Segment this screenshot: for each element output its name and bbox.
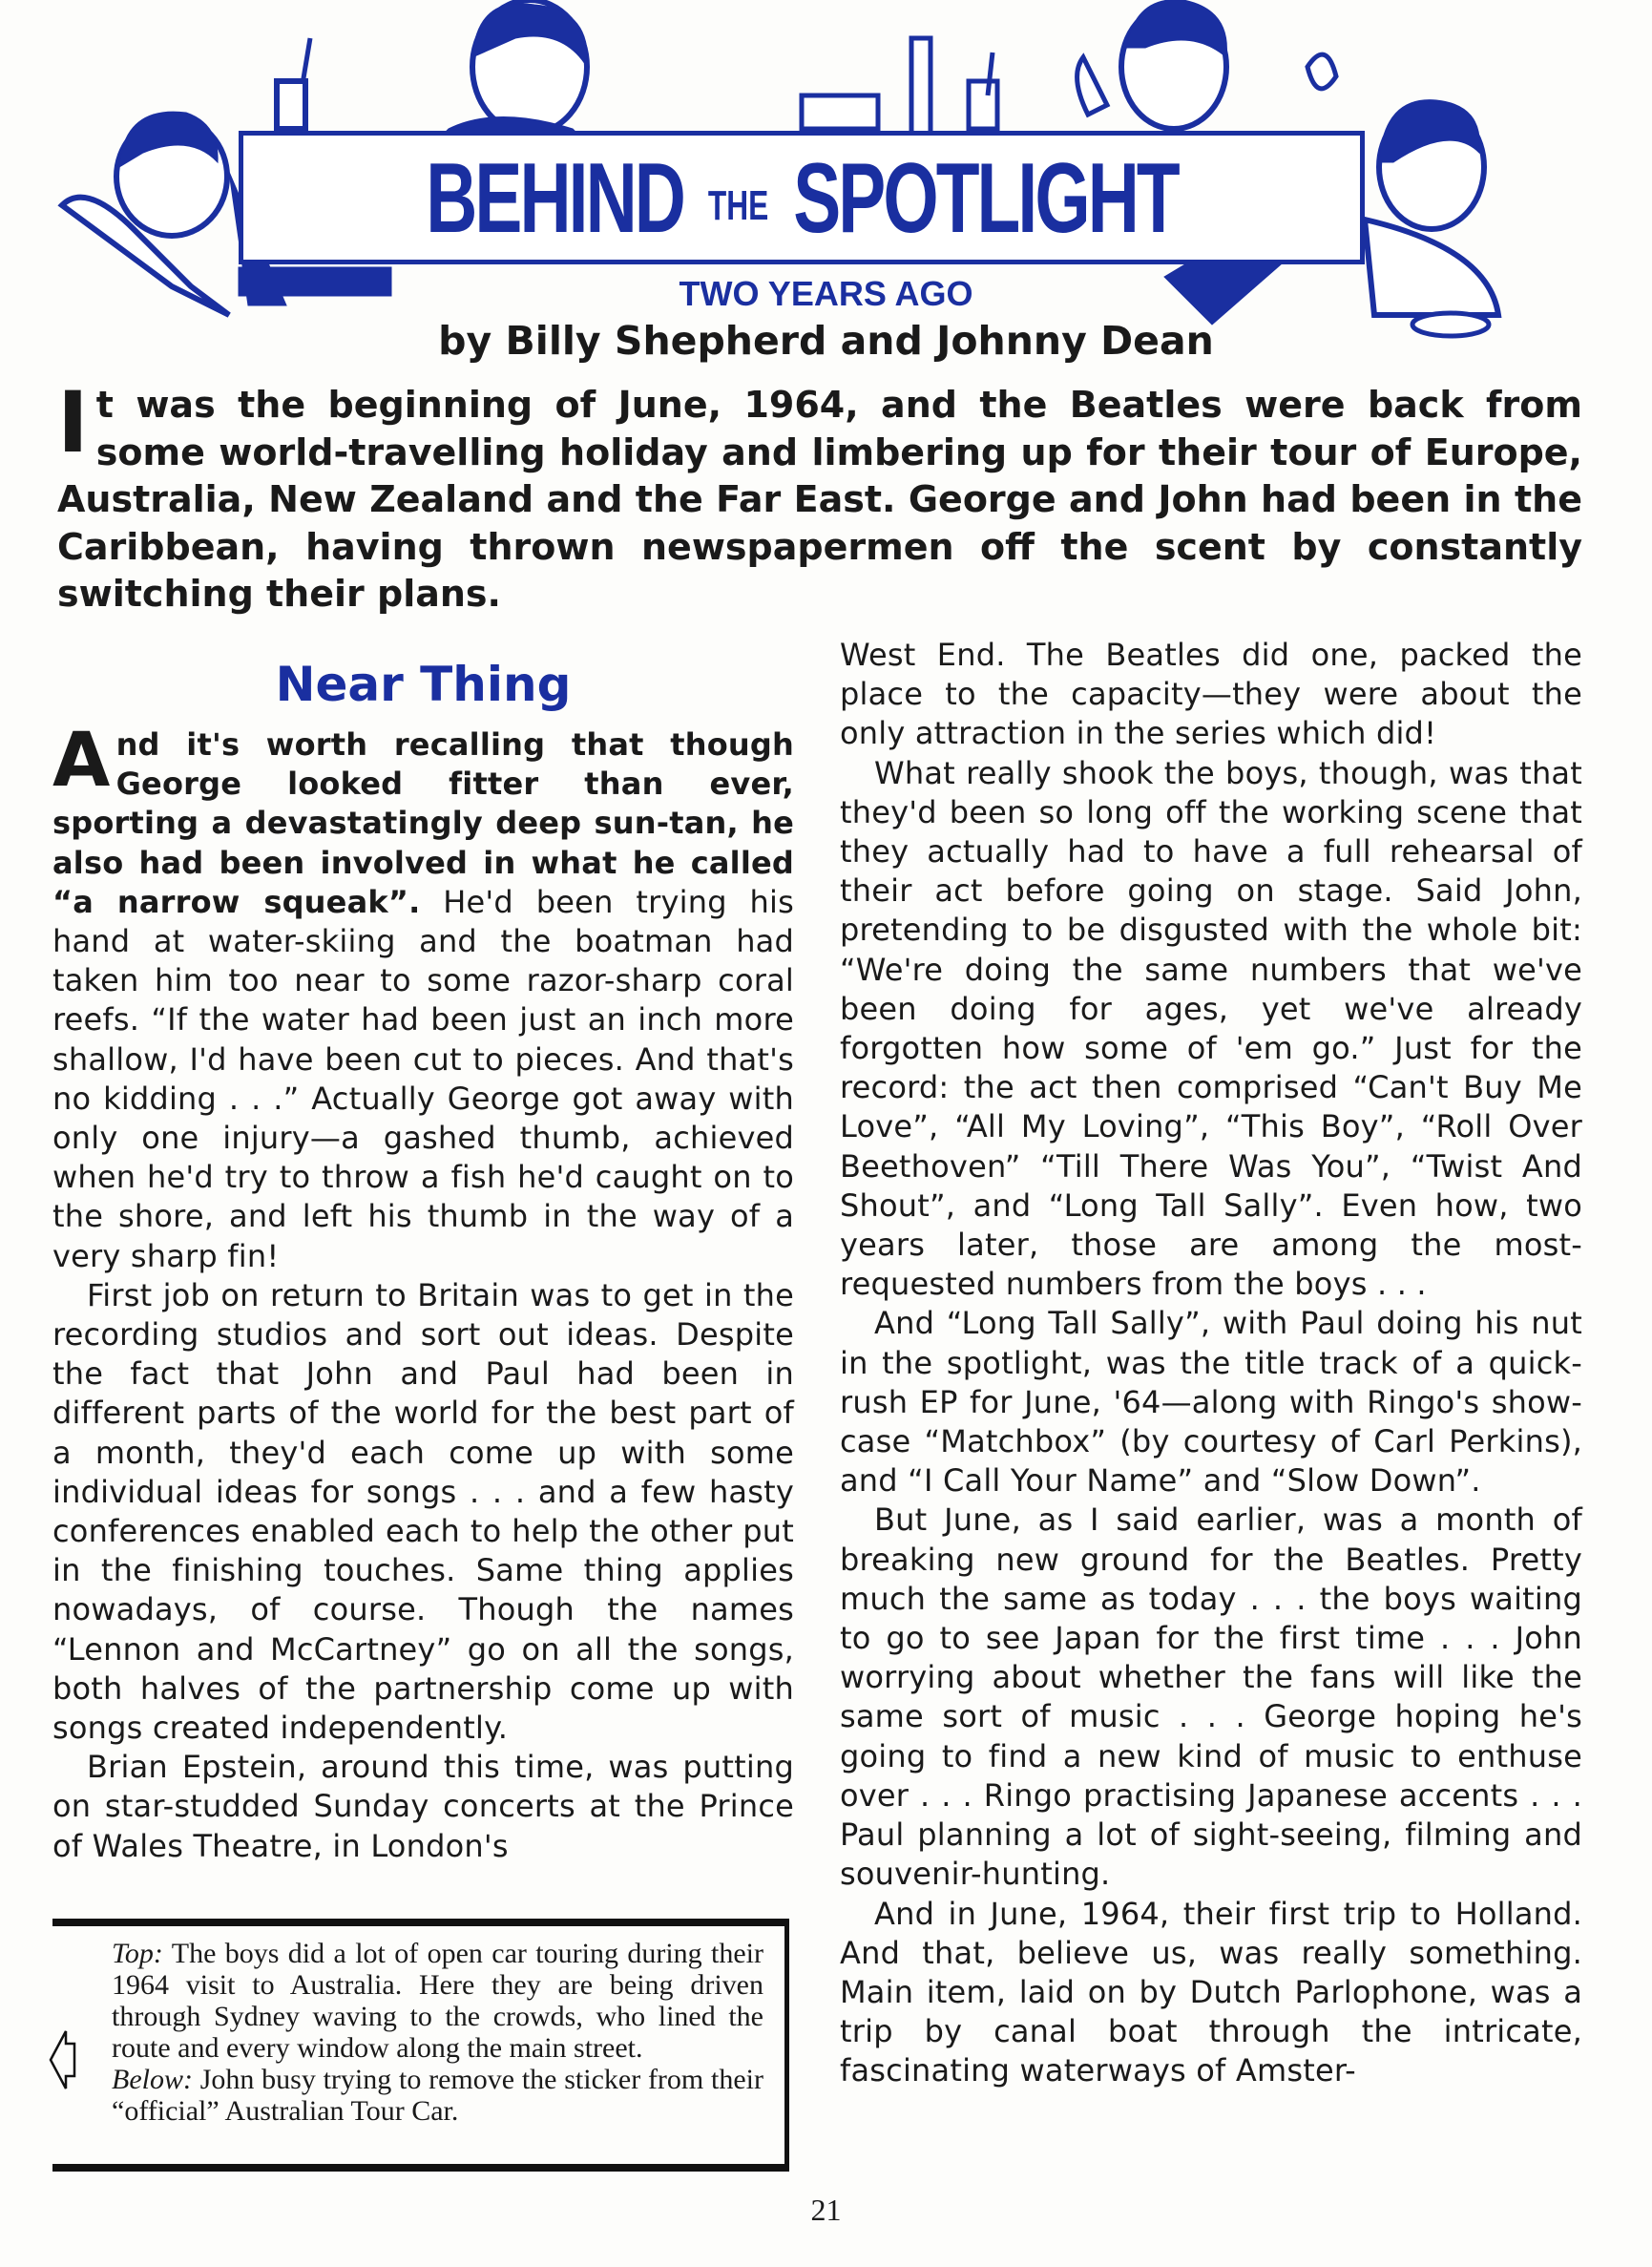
- caption-below-text: John busy trying to remove the sticker from their “official” Australian Tour Car.: [112, 2064, 763, 2127]
- intro-paragraph: [57, 373, 1582, 619]
- paragraph: West End. The Beatles did one, packed the place to the capacity—they were about the only attraction in the series which did!: [840, 637, 1582, 752]
- paragraph-text: He'd been trying his hand at water-skiing and the boatman had taken him too near to some razor-sharp coral reefs. “If the water had been just an inch more shallow, I'd have been cut to pieces. And that's no kidding . . .” Actually George got away with only one injury—a gashed thumb, achieved when he'd try to throw a fish he'd caught on to the shore, and left his thumb in the way of a very sharp fin!: [52, 883, 794, 1274]
- section-heading: Near Thing: [275, 657, 572, 712]
- paragraph: First job on return to Britain was to get in the recording studios and sort out ideas. Despite the fact that John and Paul had been in different parts of the world for the best part of a month, they'd each come up with some individual ideas for songs . . . and a few hasty conferences enabled each to help the other put in the finishing touches. Same thing applies nowadays, of course. Though the names “Lennon and McCartney” go on all the songs, both halves of the partnership come up with songs created independently.: [52, 1276, 794, 1747]
- paragraph-dropcap: A: [52, 718, 111, 804]
- intro-dropcap: I: [57, 373, 89, 472]
- title-behind: BEHIND: [426, 143, 684, 254]
- paragraph: And “Long Tall Sally”, with Paul doing his nut in the spotlight, was the title track of a quick-rush EP for June, '64—along with Ringo's show-case “Matchbox” (by courtesy of Carl Perkins), and “I Call Your Name” and “Slow Down”.: [840, 1305, 1582, 1500]
- left-column: [52, 718, 794, 1866]
- right-column: [840, 636, 1582, 2091]
- intro-text: t was the beginning of June, 1964, and the Beatles were back from some world-travelling holiday and limbering up for their tour of Europe, Australia, New Zealand and the Far East. George and John had been in the Caribbean, having thrown newspapermen off the scent by constantly switching their plans.: [57, 384, 1582, 615]
- caption-below-label: Below:: [112, 2064, 193, 2095]
- paragraph: Brian Epstein, around this time, was putting on star-studded Sunday concerts at the Prince of Wales Theatre, in London's: [52, 1749, 794, 1864]
- caption-top-text: The boys did a lot of open car touring during their 1964 visit to Australia. Here they are being driven through Sydney waving to the crowds, who lined the route and every window along the main street.: [112, 1938, 763, 2064]
- photo-caption-box: [52, 1919, 789, 2172]
- lead-text: nd it's worth recalling that though George looked fitter than ever, sporting a devastatingly deep sun-tan, he also had been involved in what he called “a narrow squeak”.: [52, 726, 794, 920]
- left-arrow-icon: [49, 2026, 77, 2093]
- title-the: THE: [707, 181, 769, 229]
- page-number: 21: [810, 2193, 842, 2227]
- caption-top-label: Top:: [112, 1938, 163, 1969]
- title-banner: [239, 131, 1365, 264]
- byline: by Billy Shepherd and Johnny Dean: [438, 318, 1214, 364]
- paragraph: But June, as I said earlier, was a month of breaking new ground for the Beatles. Pretty much the same as today . . . the boys waiting to go to see Japan for the first time . . . John worrying about whether the fans will like the same sort of music . . . George hoping he's going to find a new kind of music to enthuse over . . . Ringo practising Japanese accents . . . Paul planning a lot of sight-seeing, filming and souvenir-hunting.: [840, 1501, 1582, 1893]
- caption-text: [112, 1938, 763, 2127]
- paragraph: [52, 718, 794, 1276]
- caption-top: [112, 1938, 763, 2064]
- caption-below: [112, 2064, 763, 2127]
- page-title: [400, 141, 1203, 263]
- subtitle: TWO YEARS AGO: [679, 274, 973, 313]
- paragraph: And in June, 1964, their first trip to Holland. And that, believe us, was really something. Main item, laid on by Dutch Parlophone, was a trip by canal boat through the intricate, fascinating waterways of Amster-: [840, 1895, 1582, 2089]
- paragraph: What really shook the boys, though, was that they'd been so long off the working scene that they actually had to have a full rehearsal of their act before going on stage. Said John, pretending to be disgusted with the whole bit: “We're doing the same numbers that we've been doing for ages, yet we've already forgotten how some of 'em go.” Just for the record: the act then comprised “Can't Buy Me Love”, “All My Loving”, “This Boy”, “Roll Over Beethoven” “Till There Was You”, “Twist And Shout”, and “Long Tall Sally”. Even how, two years later, those are among the most-requested numbers from the boys . . .: [840, 754, 1582, 1303]
- title-spotlight: SPOTLIGHT: [793, 143, 1178, 254]
